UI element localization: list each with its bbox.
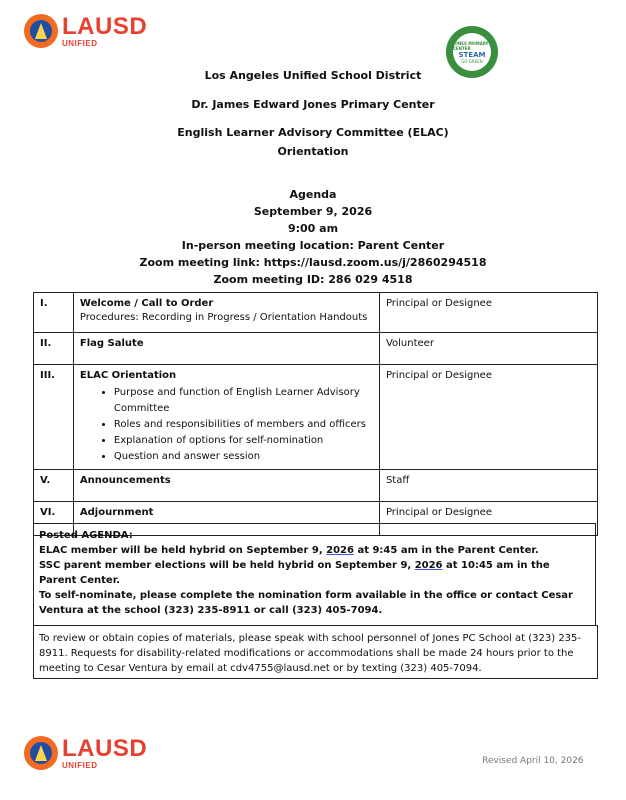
list-item: • Purpose and function of English Learner Advisory Committee	[114, 385, 373, 417]
agenda-row	[34, 365, 598, 470]
meeting-type: Orientation	[277, 145, 349, 158]
district-name: Los Angeles Unified School District	[204, 69, 422, 82]
school-seal: JONES PRIMARY CENTER STEAM GO GREEN	[446, 26, 498, 78]
committee-name: English Learner Advisory Committee (ELAC)	[177, 126, 449, 139]
item-presenter: Principal or Designee	[379, 502, 597, 536]
item-title: Welcome / Call to Order	[79, 298, 214, 309]
agenda-table	[33, 292, 598, 536]
item-number: V.	[34, 470, 74, 502]
item-number: VI.	[34, 502, 74, 536]
lausd-emblem-icon	[24, 736, 58, 770]
lausd-logo-top	[24, 14, 147, 48]
zoom-link[interactable]: Zoom meeting link: https://lausd.zoom.us/j/2860294518	[139, 256, 487, 269]
logo-name: LAUSD	[62, 12, 148, 40]
posted-heading: Posted AGENDA:	[39, 530, 133, 541]
item-title: ELAC Orientation	[79, 370, 177, 381]
zoom-id: Zoom meeting ID: 286 029 4518	[213, 273, 413, 286]
logo-sub: UNIFIED	[62, 760, 98, 770]
agenda-date: September 9, 2026	[253, 205, 373, 218]
agenda-row	[34, 293, 598, 333]
meeting-location: In-person meeting location: Parent Center	[181, 239, 445, 252]
agenda-time: 9:00 am	[287, 222, 339, 235]
nomination-note: To self-nominate, please complete the nomination form available in the office or contact Cesar Ventura at the school (323) 235-8911 or call (323) 405-7094.	[39, 590, 573, 616]
agenda-row	[34, 470, 598, 502]
lausd-emblem-icon	[24, 14, 58, 48]
list-item: • Roles and responsibilities of members and officers	[114, 417, 373, 433]
school-name: Dr. James Edward Jones Primary Center	[191, 98, 435, 111]
agenda-title: Agenda	[289, 188, 337, 201]
logo-name: LAUSD	[62, 734, 148, 762]
item-number: II.	[34, 333, 74, 365]
orientation-topics	[80, 385, 373, 465]
ssc-election-note: SSC parent member elections will be held hybrid on September 9, 2026 at 10:45 am in the Parent Center.	[39, 560, 550, 586]
list-item: • Explanation of options for self-nomination	[114, 433, 373, 449]
item-presenter: Principal or Designee	[379, 293, 597, 333]
materials-notice: To review or obtain copies of materials, please speak with school personnel of Jones PC School at (323) 235-8911. Requests for disability-related modifications or accommodations shall be made 24 hours prior to the meeting to Cesar Ventura by email at cdv4755@lausd.net or by texting (323) 405-7094.	[33, 625, 598, 679]
item-presenter: Staff	[379, 470, 597, 502]
posted-agenda-box	[33, 523, 596, 625]
elac-election-note: ELAC member will be held hybrid on September 9, 2026 at 9:45 am in the Parent Center.	[39, 545, 539, 556]
revised-date: Revised April 10, 2026	[482, 756, 584, 766]
item-presenter: Volunteer	[379, 333, 597, 365]
item-presenter: Principal or Designee	[379, 365, 597, 470]
item-title: Flag Salute	[79, 338, 144, 349]
list-item: • Question and answer session	[114, 449, 373, 465]
agenda-row	[34, 333, 598, 365]
item-number: III.	[34, 365, 74, 470]
lausd-logo-bottom	[24, 736, 147, 770]
item-title: Announcements	[79, 475, 171, 486]
item-number: I.	[34, 293, 74, 333]
item-title: Adjournment	[79, 507, 154, 518]
logo-sub: UNIFIED	[62, 38, 98, 48]
item-detail: Procedures: Recording in Progress / Orientation Handouts	[79, 312, 368, 323]
